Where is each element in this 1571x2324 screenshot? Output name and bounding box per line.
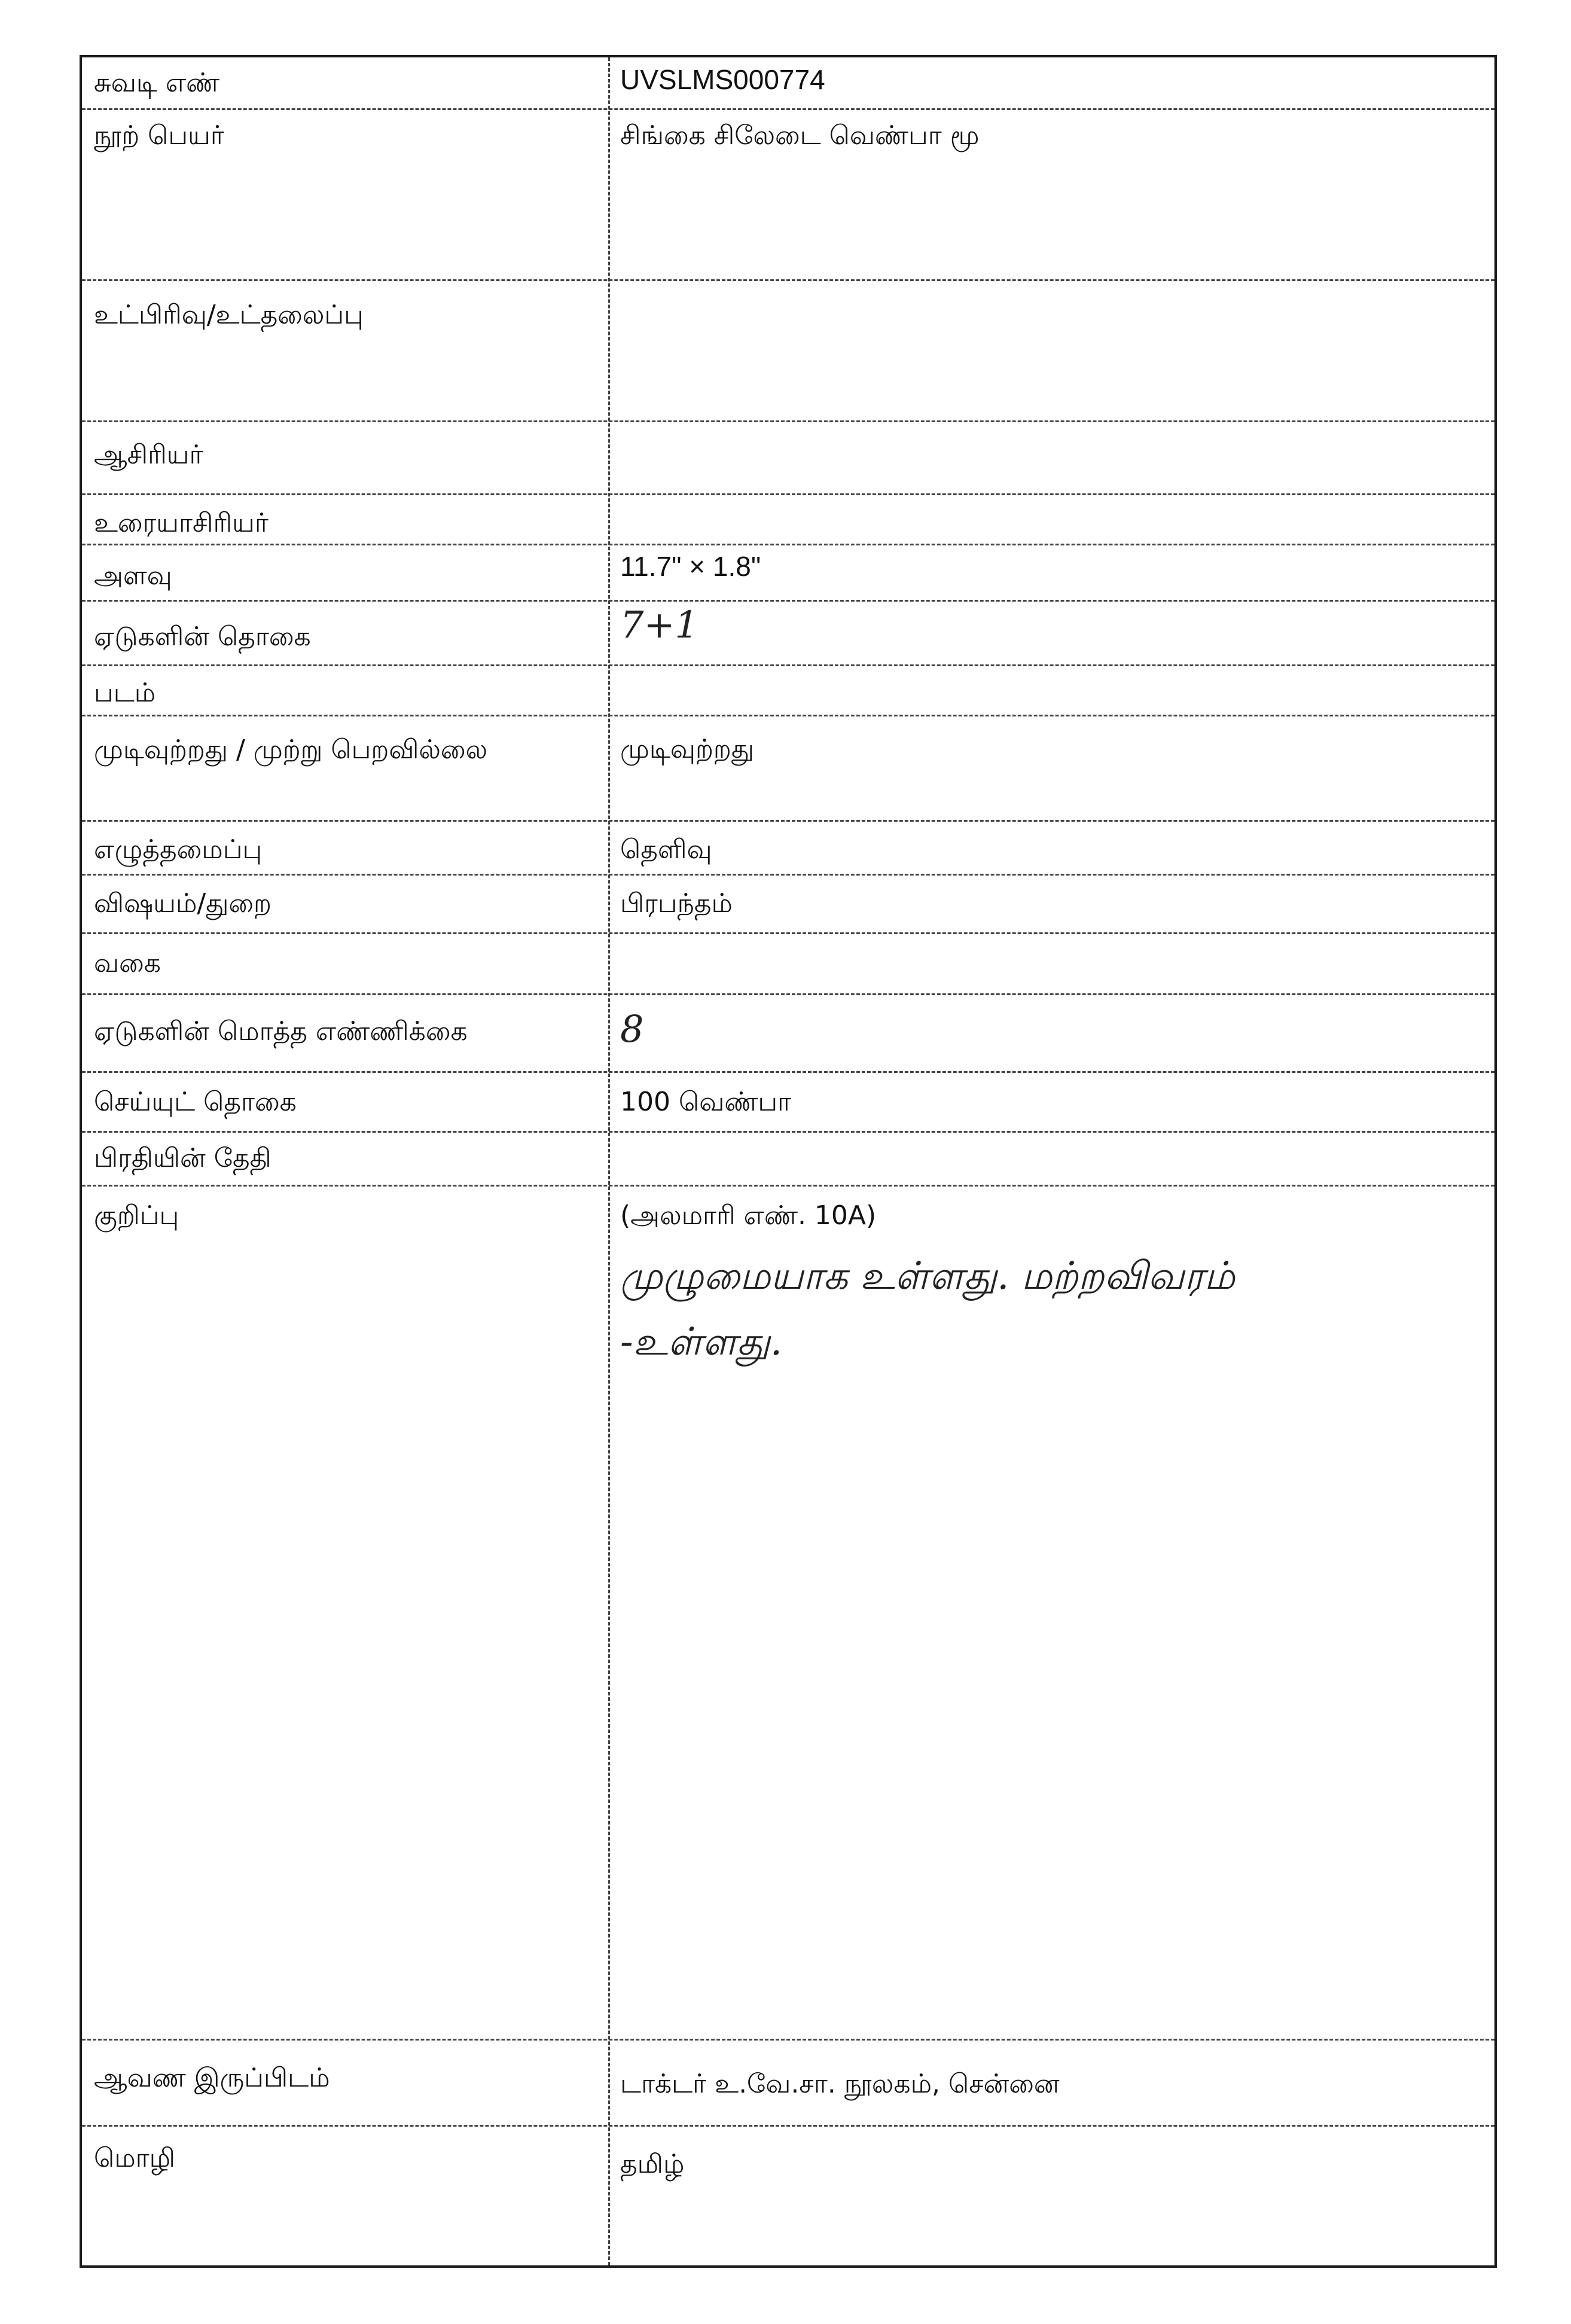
- row-size: [82, 545, 1494, 602]
- row-title: [82, 110, 1494, 281]
- label-copy-date: பிரதியின் தேதி: [94, 1143, 272, 1173]
- label-language: மொழி: [94, 2143, 175, 2173]
- label-note: குறிப்பு: [94, 1200, 179, 1231]
- row-completion: [82, 716, 1494, 822]
- value-manuscript-number: UVSLMS000774: [620, 64, 825, 95]
- value-verse-count: 100 வெண்பா: [620, 1087, 792, 1117]
- label-author: ஆசிரியர்: [94, 440, 203, 470]
- label-leaf-count: ஏடுகளின் தொகை: [94, 621, 311, 652]
- value-size: 11.7" × 1.8": [620, 551, 761, 582]
- row-subject: [82, 876, 1494, 934]
- row-author: [82, 422, 1494, 495]
- value-note: (அலமாரி எண். 10A): [620, 1200, 877, 1231]
- value-leaf-count: 7+1: [620, 603, 698, 646]
- row-leaf-count: [82, 602, 1494, 666]
- handwritten-note-line-2: -உள்ளது.: [620, 1320, 783, 1364]
- value-repository: டாக்டர் உ.வே.சா. நூலகம், சென்னை: [620, 2069, 1060, 2099]
- row-verse-count: [82, 1073, 1494, 1133]
- value-script-clarity: தெளிவு: [620, 834, 712, 865]
- row-illustration: [82, 666, 1494, 716]
- label-category: வகை: [94, 948, 161, 978]
- value-title: சிங்கை சிலேடை வெண்பா மூ: [620, 120, 980, 151]
- label-title: நூற் பெயர்: [94, 120, 224, 151]
- label-commentator: உரையாசிரியர்: [94, 508, 269, 538]
- row-repository: [82, 2041, 1494, 2127]
- row-total-leaves: [82, 995, 1494, 1073]
- row-manuscript-number: [82, 57, 1494, 110]
- catalog-sheet: [80, 55, 1497, 2268]
- value-total-leaves: 8: [620, 1007, 644, 1051]
- row-note: [82, 1187, 1494, 2041]
- row-script-clarity: [82, 822, 1494, 876]
- row-subdivision: [82, 281, 1494, 422]
- label-repository: ஆவண இருப்பிடம்: [94, 2063, 330, 2093]
- value-completion: முடிவுற்றது: [620, 734, 755, 764]
- row-category: [82, 934, 1494, 995]
- label-subdivision: உட்பிரிவு/உட்தலைப்பு: [94, 300, 364, 330]
- label-total-leaves: ஏடுகளின் மொத்த எண்ணிக்கை: [94, 1016, 468, 1047]
- label-script-clarity: எழுத்தமைப்பு: [94, 834, 263, 865]
- label-illustration: படம்: [94, 678, 156, 708]
- label-completion: முடிவுற்றது / முற்று பெறவில்லை: [94, 734, 488, 765]
- label-size: அளவு: [94, 560, 172, 591]
- label-verse-count: செய்யுட் தொகை: [94, 1087, 297, 1117]
- label-subject: விஷயம்/துறை: [94, 888, 272, 919]
- label-manuscript-number: சுவடி எண்: [94, 68, 220, 98]
- row-copy-date: [82, 1133, 1494, 1187]
- row-language: [82, 2127, 1494, 2265]
- row-commentator: [82, 495, 1494, 545]
- handwritten-note-line-1: முழுமையாக உள்ளது. மற்றவிவரம்: [620, 1254, 1236, 1298]
- value-subject: பிரபந்தம்: [620, 888, 733, 919]
- value-language: தமிழ்: [620, 2149, 685, 2179]
